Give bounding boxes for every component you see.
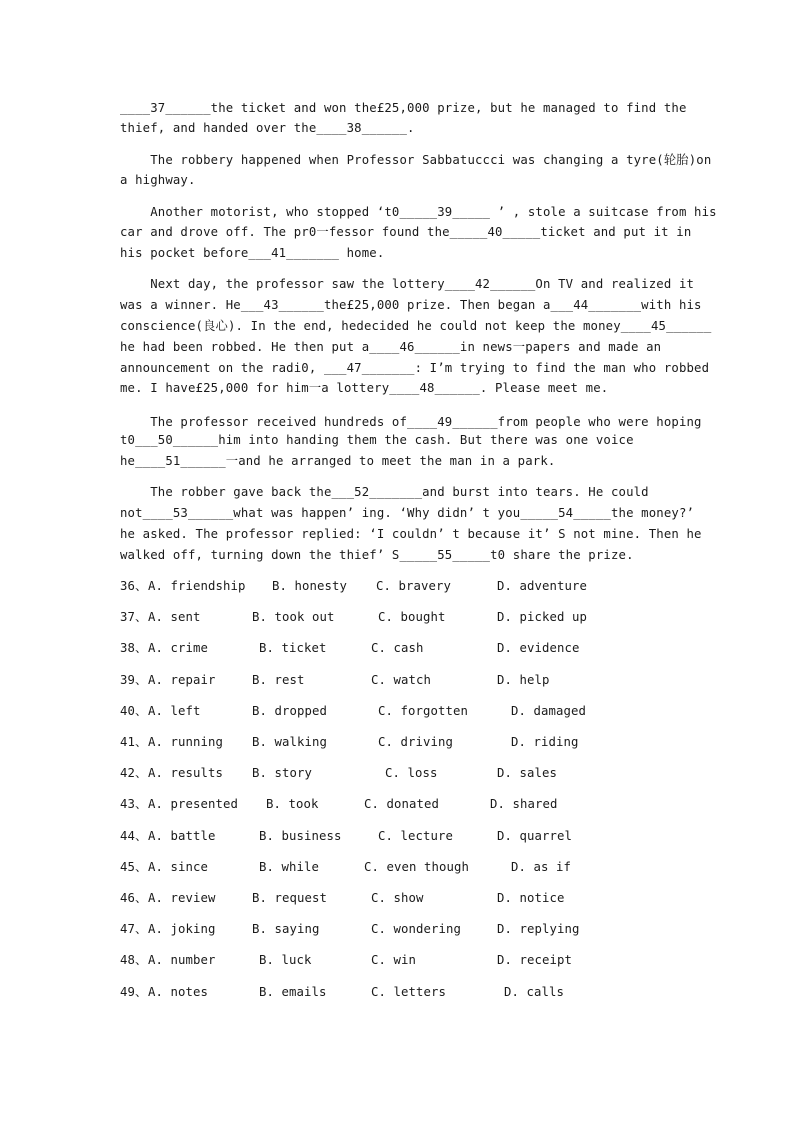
passage-line: he____51______一and he arranged to meet the man in a park.: [120, 454, 556, 468]
option-d: D. damaged: [511, 704, 587, 718]
option-c: C. wondering: [371, 922, 462, 936]
question-row: [120, 890, 680, 906]
option-c: C. forgotten: [378, 704, 469, 718]
option-b: B. took: [266, 797, 319, 811]
passage-line: he asked. The professor replied: ‘I couldn’ t because it’ S not mine. Then he: [120, 527, 702, 541]
passage-line: me. I have£25,000 for him一a lottery____48______. Please meet me.: [120, 381, 609, 395]
question-row: [120, 796, 680, 812]
passage-line: Another motorist, who stopped ‘t0_____39_____ ’ , stole a suitcase from his: [120, 205, 717, 219]
option-d: D. shared: [490, 797, 558, 811]
option-b: B. request: [252, 891, 328, 905]
option-b: B. emails: [259, 985, 327, 999]
question-row: [120, 859, 680, 875]
passage-line: a highway.: [120, 173, 196, 187]
passage-line: he had been robbed. He then put a____46______in news一papers and made an: [120, 340, 662, 354]
option-d: D. evidence: [497, 641, 580, 655]
question-number: 43、: [120, 797, 148, 811]
question-number: 36、: [120, 579, 148, 593]
option-a: A. running: [148, 735, 224, 749]
passage-line: car and drove off. The pr0一fessor found the_____40_____ticket and put it in: [120, 225, 692, 239]
passage-line: his pocket before___41_______ home.: [120, 246, 385, 260]
option-d: D. as if: [511, 860, 572, 874]
option-c: C. loss: [385, 766, 438, 780]
option-b: B. rest: [252, 673, 305, 687]
option-c: C. bravery: [376, 579, 452, 593]
passage-line: announcement on the radi0, ___47_______: I’m trying to find the man who robbed: [120, 361, 710, 375]
option-a: A. left: [148, 704, 201, 718]
option-a: A. crime: [148, 641, 209, 655]
passage-line: The robbery happened when Professor Sabbatuccci was changing a tyre(轮胎)on: [120, 153, 712, 167]
passage-line: was a winner. He___43______the£25,000 prize. Then began a___44_______with his: [120, 298, 702, 312]
question-row: [120, 828, 680, 844]
option-a: A. friendship: [148, 579, 246, 593]
option-d: D. riding: [511, 735, 579, 749]
question-row: [120, 984, 680, 1000]
option-d: D. sales: [497, 766, 558, 780]
passage-line: t0___50______him into handing them the cash. But there was one voice: [120, 433, 634, 447]
passage-line: not____53______what was happen’ ing. ‘Why didn’ t you_____54_____the money?’: [120, 506, 695, 520]
option-a: A. results: [148, 766, 224, 780]
question-number: 45、: [120, 860, 148, 874]
option-a: A. sent: [148, 610, 201, 624]
option-c: C. donated: [364, 797, 440, 811]
option-d: D. replying: [497, 922, 580, 936]
option-d: D. receipt: [497, 953, 573, 967]
question-row: [120, 672, 680, 688]
question-row: [120, 734, 680, 750]
passage-line: walked off, turning down the thief’ S_____55_____t0 share the prize.: [120, 548, 634, 562]
option-a: A. repair: [148, 673, 216, 687]
question-row: [120, 921, 680, 937]
option-a: A. review: [148, 891, 216, 905]
passage-line: Next day, the professor saw the lottery____42______On TV and realized it: [120, 277, 695, 291]
option-c: C. watch: [371, 673, 432, 687]
question-number: 47、: [120, 922, 148, 936]
option-c: C. show: [371, 891, 424, 905]
question-number: 41、: [120, 735, 148, 749]
question-number: 44、: [120, 829, 148, 843]
passage-line: The professor received hundreds of____49______from people who were hoping: [120, 415, 702, 429]
passage-line: thief, and handed over the____38______.: [120, 121, 415, 135]
option-a: A. since: [148, 860, 209, 874]
question-number: 37、: [120, 610, 148, 624]
passage-line: conscience(良心). In the end, hedecided he could not keep the money____45______: [120, 319, 712, 333]
question-row: [120, 578, 680, 594]
option-a: A. presented: [148, 797, 239, 811]
question-number: 38、: [120, 641, 148, 655]
option-b: B. business: [259, 829, 342, 843]
question-row: [120, 609, 680, 625]
option-b: B. saying: [252, 922, 320, 936]
option-b: B. took out: [252, 610, 335, 624]
option-d: D. adventure: [497, 579, 588, 593]
option-c: C. bought: [378, 610, 446, 624]
question-row: [120, 765, 680, 781]
option-a: A. number: [148, 953, 216, 967]
option-c: C. lecture: [378, 829, 454, 843]
question-row: [120, 640, 680, 656]
question-number: 40、: [120, 704, 148, 718]
passage-line: ____37______the ticket and won the£25,000 prize, but he managed to find the: [120, 101, 687, 115]
option-d: D. help: [497, 673, 550, 687]
option-b: B. dropped: [252, 704, 328, 718]
option-b: B. luck: [259, 953, 312, 967]
question-number: 49、: [120, 985, 148, 999]
option-b: B. story: [252, 766, 313, 780]
question-number: 48、: [120, 953, 148, 967]
question-number: 39、: [120, 673, 148, 687]
option-b: B. honesty: [272, 579, 348, 593]
option-d: D. calls: [504, 985, 565, 999]
option-c: C. letters: [371, 985, 447, 999]
question-number: 46、: [120, 891, 148, 905]
option-c: C. win: [371, 953, 417, 967]
option-b: B. while: [259, 860, 320, 874]
option-c: C. driving: [378, 735, 454, 749]
option-d: D. notice: [497, 891, 565, 905]
option-c: C. cash: [371, 641, 424, 655]
option-a: A. joking: [148, 922, 216, 936]
question-number: 42、: [120, 766, 148, 780]
option-d: D. picked up: [497, 610, 588, 624]
option-c: C. even though: [364, 860, 470, 874]
question-row: [120, 703, 680, 719]
option-d: D. quarrel: [497, 829, 573, 843]
option-a: A. notes: [148, 985, 209, 999]
option-b: B. ticket: [259, 641, 327, 655]
passage-line: The robber gave back the___52_______and burst into tears. He could: [120, 485, 649, 499]
option-a: A. battle: [148, 829, 216, 843]
option-b: B. walking: [252, 735, 328, 749]
question-row: [120, 952, 680, 968]
